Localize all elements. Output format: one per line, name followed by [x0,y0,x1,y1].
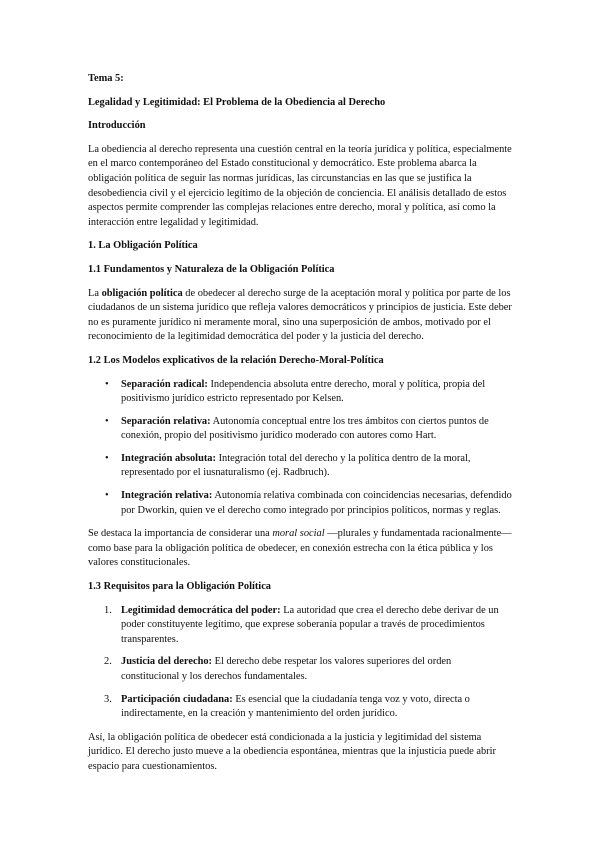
model-term: Separación radical: [121,378,208,390]
text-run: Se destaca la importancia de considerar una [88,528,273,540]
topic-label: Tema 5: [88,73,124,84]
section-1-2-heading: 1.2 Los Modelos explicativos de la relación Derecho-Moral-Política [88,354,384,366]
model-term: Separación relativa: [121,415,211,427]
models-list [88,378,512,519]
bullet: • [105,415,109,427]
item-number: 2. [104,656,112,668]
requirement-term: Legitimidad democrática del poder: [121,604,281,616]
text-run: La [88,287,102,299]
text-run: —plurales y fundamentada racionalmente— como base para la obligación política de obedecer, en conexión estrecha con la ética pública y los valores constitucionales. [88,528,512,569]
requirements-list [88,604,512,722]
list-item [88,693,512,722]
requirement-term: Participación ciudadana: [121,693,233,705]
model-text: Autonomía conceptual entre los tres ámbitos con ciertos puntos de conexión, propio del positivismo jurídico moderado con autores como Hart. [121,415,489,442]
section-1-1-paragraph [88,287,512,345]
section-1-2-paragraph [88,527,512,571]
bullet: • [105,452,109,464]
requirement-text: Es esencial que la ciudadanía tenga voz y voto, directa o indirectamente, en la creación y mantenimiento del orden jurídico. [121,693,470,720]
item-number: 1. [104,604,112,616]
closing-paragraph: Así, la obligación política de obedecer está condicionada a la justicia y legitimidad del sistema jurídico. El derecho justo mueve a la obediencia espontánea, mientras que la injusticia puede abrir espacio para cuestionamientos. [88,731,496,772]
bold-term: obligación política [101,287,183,299]
bullet: • [105,490,109,502]
requirement-text: El derecho debe respetar los valores superiores del orden constitucional y los derechos fundamentales. [121,656,452,682]
requirement-term: Justicia del derecho: [121,656,213,668]
model-text: Independencia absoluta entre derecho, moral y política, propia del positivismo jurídico estricto representado por Kelsen. [121,378,486,405]
section-1-heading: 1. La Obligación Política [88,240,198,252]
intro-paragraph: La obediencia al derecho representa una cuestión central en la teoría jurídica y política, especialmente en el marco contemporáneo del Estado constitucional y democrático. Este problema abarca la obligación política de seguir las normas jurídicas, las circunstancias en las que se justifica la desobediencia civil y el ejercicio legítimo de la objeción de conciencia. El análisis detallado de estos aspectos permite comprender las complejas relaciones entre derecho, moral y política, así como la interacción entre legalidad y legitimidad. [88,143,512,228]
document-title: Legalidad y Legitimidad: El Problema de la Obediencia al Derecho [88,96,386,108]
requirement-text: La autoridad que crea el derecho debe derivar de un poder constituyente legítimo, que exprese soberanía popular a través de procedimientos transparentes. [121,604,499,645]
text-run: de obedecer al derecho surge de la aceptación moral y política por parte de los ciudadanos de un sistema jurídico que refleja valores democráticos y principios de justicia. Este deber no es puramente jurídico ni meramente moral, sino una superposición de ambos, motivado por el reconocimiento de la legitimidad democrática del poder y la justicia del derecho. [88,287,512,343]
item-number: 3. [104,693,112,705]
section-1-3-heading: 1.3 Requisitos para la Obligación Política [88,581,271,593]
model-text: Integración total del derecho y la política dentro de la moral, representado por el iusnaturalismo (ej. Radbruch). [121,452,471,479]
section-1-1-heading: 1.1 Fundamentos y Naturaleza de la Obligación Política [88,263,335,275]
model-term: Integración absoluta: [121,452,216,464]
bullet: • [105,378,109,390]
list-item [88,415,512,444]
list-item [88,452,512,481]
list-item [88,655,512,684]
model-term: Integración relativa: [121,490,213,502]
model-text: Autonomía relativa combinada con coincidencias necesarias, defendido por Dworkin, quien ve el derecho como integrado por principios políticos, normas y reglas. [121,490,512,516]
italic-term: moral social [272,528,325,540]
intro-heading: Introducción [88,120,146,132]
list-item [88,489,512,518]
list-item [88,378,512,407]
list-item [88,604,512,648]
